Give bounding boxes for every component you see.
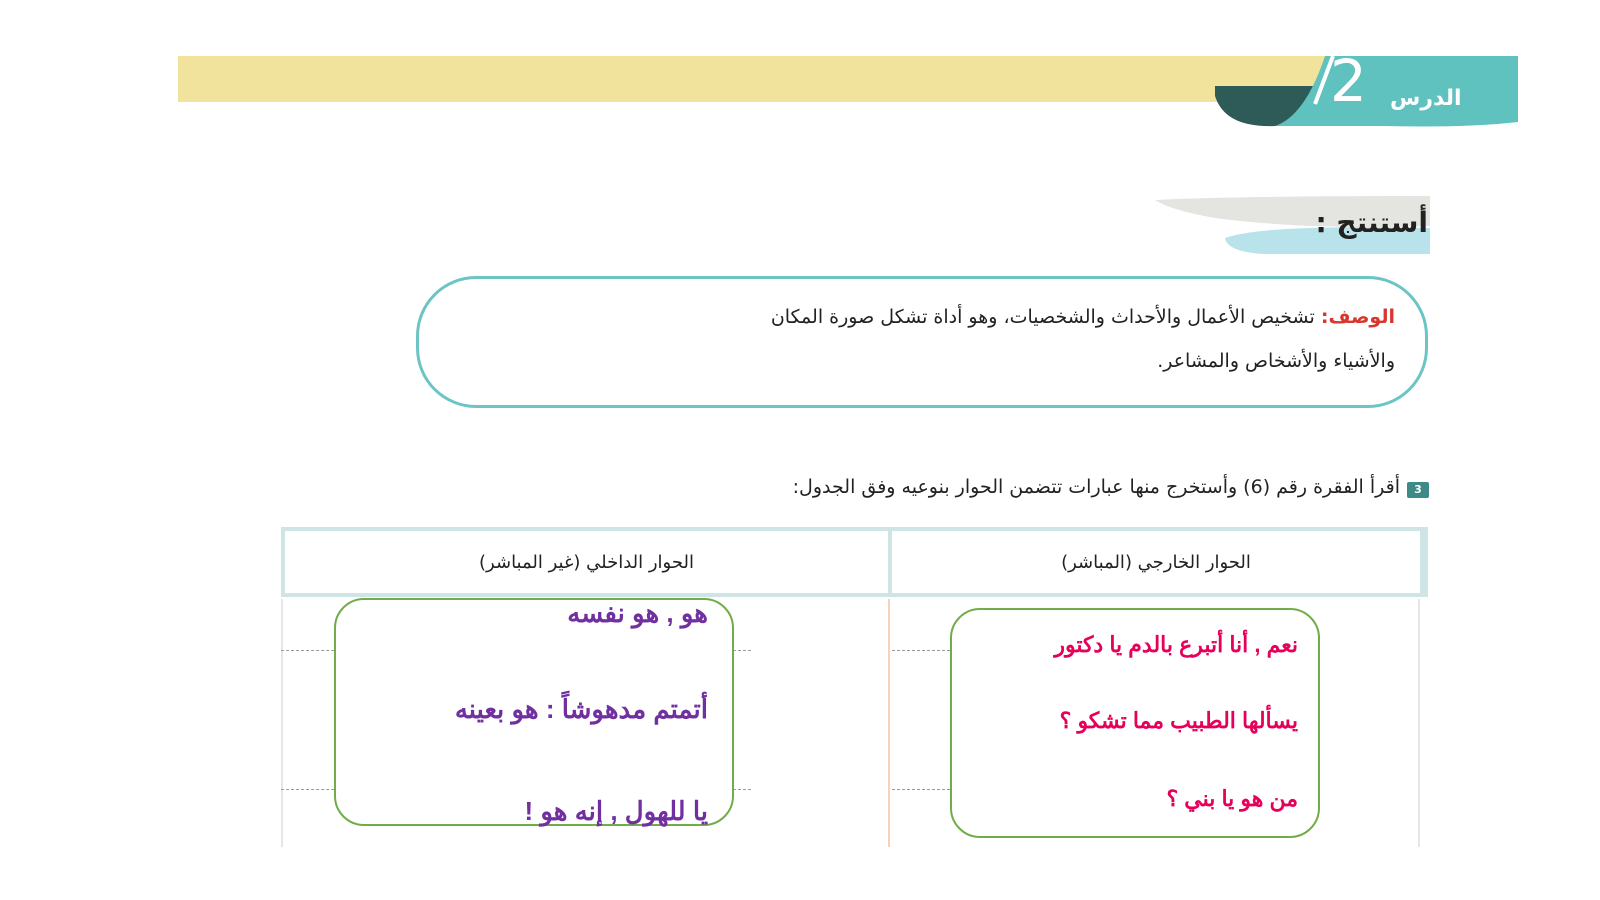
lesson-number: 2 xyxy=(1330,47,1367,115)
internal-answer-2: أتمتم مدهوشاً : هو بعينه xyxy=(454,694,708,724)
table-border-right xyxy=(1418,599,1420,847)
question-number-badge: 3 xyxy=(1407,482,1429,498)
internal-answer-1: هو , هو نفسه xyxy=(567,598,708,628)
description-line-1: الوصف: تشخيص الأعمال والأحداث والشخصيات، وهو أداة تشكل صورة المكان xyxy=(770,306,1395,328)
external-answer-3: من هو يا بني ؟ xyxy=(1166,786,1298,811)
column-header-external: الحوار الخارجي (المباشر) xyxy=(892,531,1420,593)
table-header xyxy=(281,527,1428,597)
question-text: أقرأ الفقرة رقم (6) وأستخرج منها عبارات تتضمن الحوار بنوعيه وفق الجدول: xyxy=(792,476,1400,498)
column-header-internal: الحوار الداخلي (غير المباشر) xyxy=(285,531,888,593)
lesson-label: الدرس xyxy=(1390,86,1462,111)
description-line-2: والأشياء والأشخاص والمشاعر. xyxy=(1157,350,1395,372)
external-answer-1: نعم , أنا أتبرع بالدم يا دكتور xyxy=(1054,632,1298,657)
external-answer-2: يسألها الطبيب مما تشكو ؟ xyxy=(1059,708,1298,733)
table-column-divider xyxy=(888,599,890,847)
table-border-left xyxy=(281,599,283,847)
description-text xyxy=(439,295,1395,383)
description-box xyxy=(416,276,1428,408)
conclude-title: أستنتج : xyxy=(1315,206,1428,239)
internal-answer-3: يا للهول , إنه هو ! xyxy=(524,796,708,826)
description-term: الوصف: xyxy=(1320,306,1395,328)
